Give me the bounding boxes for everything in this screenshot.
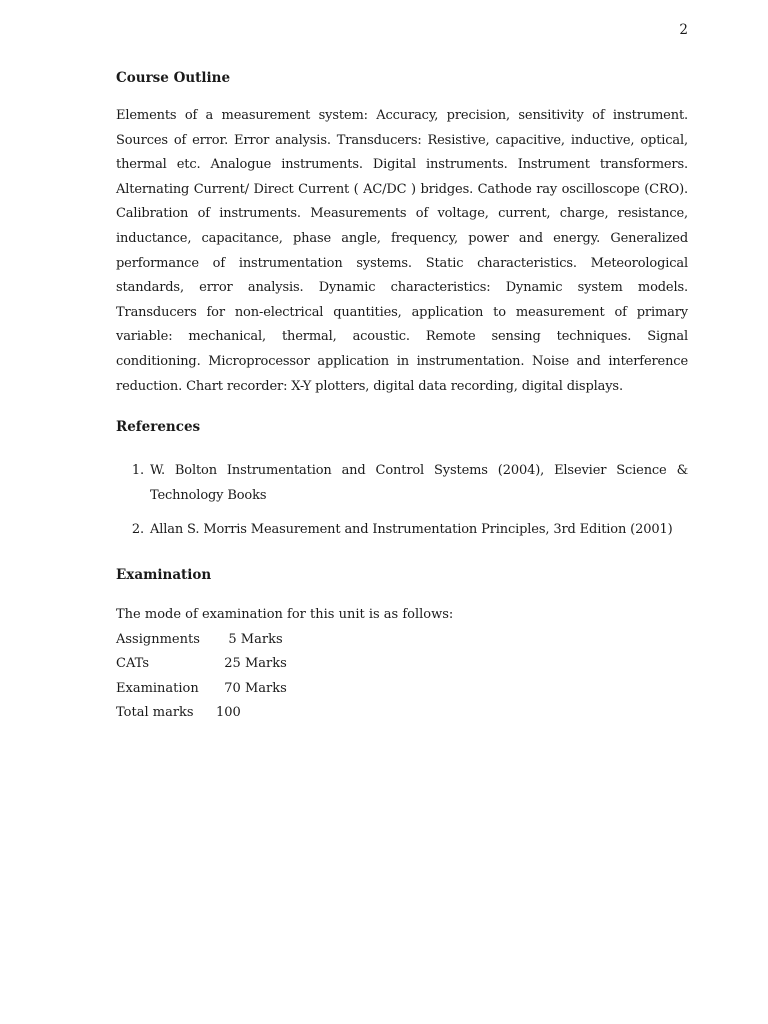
marks-value: 100 (216, 705, 241, 721)
reference-item (116, 459, 688, 508)
page-number: 2 (679, 22, 688, 38)
reference-text: Allan S. Morris Measurement and Instrumentation Principles, 3rd Edition (2001) (150, 522, 673, 538)
marks-label: Total marks (116, 705, 194, 721)
marks-row (116, 701, 688, 726)
marks-label: Examination (116, 680, 199, 696)
course-outline-heading: Course Outline (116, 70, 231, 86)
examination-heading: Examination (116, 566, 212, 583)
references-heading: References (116, 419, 201, 436)
reference-item (116, 518, 688, 543)
marks-label: CATs (116, 656, 150, 672)
marks-table (116, 628, 688, 726)
examination-intro: The mode of examination for this unit is as follows: (116, 606, 454, 622)
marks-value: 70 Marks (216, 680, 287, 696)
marks-row (116, 628, 688, 653)
marks-value: 5 Marks (216, 631, 283, 647)
course-outline-text: Elements of a measurement system: Accuracy, precision, sensitivity of instrument. Sources of error. Error analysis. Transducers: Resistive, capacitive, inductive, optical, thermal etc. Analogue instruments. Digital instruments. Instrument transformers. Alternating Current/ Direct Current ( AC/DC ) bridges. Cathode ray oscilloscope (CRO). Calibration of instruments. Measurements of voltage, current, charge, resistance, inductance, capacitance, phase angle, frequency, power and energy. Generalized performance of instrumentation systems. Static characteristics. Meteorological standards, error analysis. Dynamic characteristics: Dynamic system models. Transducers for non-electrical quantities, application to measurement of primary variable: mechanical, thermal, acoustic. Remote sensing techniques. Signal conditioning. Microprocessor application in instrumentation. Noise and interference reduction. Chart recorder: X-Y plotters, digital data recording, digital displays. (116, 108, 688, 394)
document-body (116, 66, 688, 726)
marks-label: Assignments (116, 631, 200, 647)
reference-number: 2. (131, 522, 144, 538)
marks-value: 25 Marks (216, 656, 287, 672)
reference-number: 1. (131, 463, 144, 479)
course-outline-section (116, 66, 688, 399)
references-section (116, 415, 688, 543)
marks-row (116, 677, 688, 702)
reference-list (116, 459, 688, 543)
examination-section (116, 563, 688, 726)
reference-text: W. Bolton Instrumentation and Control Systems (2004), Elsevier Science & Technology Books (150, 463, 688, 503)
marks-row (116, 652, 688, 677)
